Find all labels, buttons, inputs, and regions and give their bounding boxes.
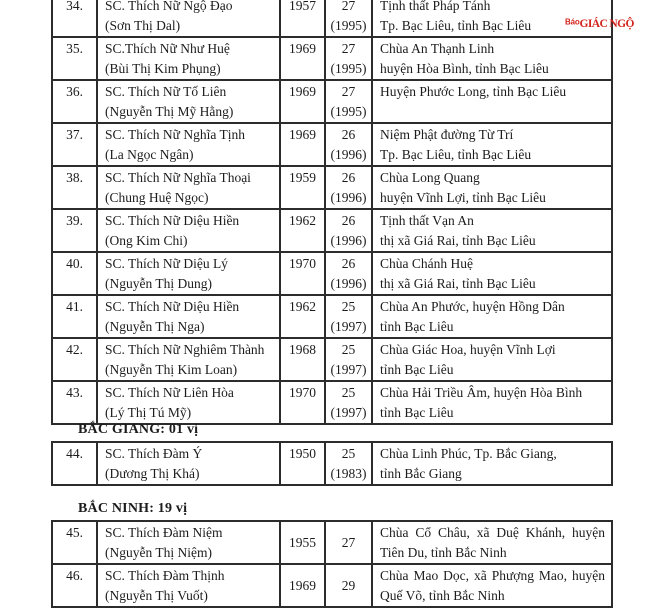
- address-cell: [372, 295, 612, 338]
- name-cell: [97, 166, 280, 209]
- address-line: Huyện Phước Long, tỉnh Bạc Liêu: [380, 84, 567, 99]
- seniority-year-line: (1995): [330, 61, 367, 76]
- seniority-cell: [325, 166, 372, 209]
- address-line: huyện Vĩnh Lợi, tỉnh Bạc Liêu: [380, 190, 546, 205]
- name-cell: [97, 295, 280, 338]
- birth-year-cell: 1955: [280, 521, 325, 564]
- nuns-roster-table: [51, 0, 613, 425]
- seniority-number-line: 26: [341, 213, 356, 228]
- name-cell: [97, 80, 280, 123]
- seniority-cell: [325, 209, 372, 252]
- seniority-cell: [325, 80, 372, 123]
- name-cell: [97, 123, 280, 166]
- seniority-cell: [325, 0, 372, 37]
- seniority-number-line: 26: [341, 127, 356, 142]
- address-cell: [372, 37, 612, 80]
- seniority-cell: 29: [325, 564, 372, 607]
- address-line: Tiên Du, tỉnh Bắc Ninh: [380, 545, 507, 560]
- row-number-cell: 40.: [52, 252, 97, 295]
- seniority-cell: [325, 338, 372, 381]
- address-line: Tp. Bạc Liêu, tỉnh Bạc Liêu: [380, 18, 532, 33]
- address-line: thị xã Giá Rai, tỉnh Bạc Liêu: [380, 233, 536, 248]
- address-cell: [372, 564, 612, 607]
- seniority-number-line: 26: [341, 170, 356, 185]
- birth-name-line: (Bùi Thị Kim Phụng): [105, 61, 221, 76]
- address-line: Chùa An Thạnh Linh: [380, 41, 495, 56]
- seniority-number-line: 25: [341, 299, 356, 314]
- address-line: Tịnh thất Pháp Tánh: [380, 0, 491, 13]
- address-line: Chùa Hải Triều Âm, huyện Hòa Bình: [380, 385, 583, 400]
- birth-name-line: (Sơn Thị Dal): [105, 18, 181, 33]
- seniority-cell: [325, 381, 372, 424]
- birth-year-cell: 1962: [280, 209, 325, 252]
- name-cell: [97, 209, 280, 252]
- table-row: [52, 0, 612, 37]
- birth-year-cell: 1969: [280, 564, 325, 607]
- birth-year-cell: 1969: [280, 123, 325, 166]
- row-number-cell: 43.: [52, 381, 97, 424]
- address-cell: [372, 123, 612, 166]
- name-cell: [97, 442, 280, 485]
- address-line: tỉnh Bắc Giang: [380, 466, 462, 481]
- province-section: [51, 500, 616, 608]
- seniority-cell: [325, 442, 372, 485]
- table-row: [52, 123, 612, 166]
- dharma-name-line: SC. Thích Đàm Thịnh: [105, 568, 225, 583]
- birth-name-line: (Nguyễn Thị Dung): [105, 276, 212, 291]
- seniority-number-line: 27: [341, 41, 356, 56]
- dharma-name-line: SC. Thích Nữ Diệu Hiền: [105, 213, 240, 228]
- row-number-cell: 44.: [52, 442, 97, 485]
- table-row: [52, 564, 612, 607]
- address-line: Chùa Mao Dọc, xã Phượng Mao, huyện: [380, 568, 605, 583]
- watermark-title: GIÁC NGỘ: [579, 18, 634, 30]
- address-line: tỉnh Bạc Liêu: [380, 362, 454, 377]
- table-row: [52, 80, 612, 123]
- seniority-cell: [325, 295, 372, 338]
- birth-year-cell: 1959: [280, 166, 325, 209]
- name-cell: [97, 564, 280, 607]
- row-number-cell: 42.: [52, 338, 97, 381]
- table-row: [52, 521, 612, 564]
- dharma-name-line: SC.Thích Nữ Như Huệ: [105, 41, 230, 56]
- row-number-cell: 36.: [52, 80, 97, 123]
- nuns-roster-table: [51, 520, 613, 608]
- birth-name-line: (Nguyễn Thị Niệm): [105, 545, 212, 560]
- address-line: huyện Hòa Bình, tỉnh Bạc Liêu: [380, 61, 549, 76]
- birth-year-cell: 1962: [280, 295, 325, 338]
- birth-year-cell: 1969: [280, 80, 325, 123]
- seniority-cell: 27: [325, 521, 372, 564]
- seniority-cell: [325, 123, 372, 166]
- birth-year-cell: 1957: [280, 0, 325, 37]
- seniority-cell: [325, 252, 372, 295]
- table-row: [52, 209, 612, 252]
- birth-name-line: (Nguyễn Thị Kim Loan): [105, 362, 238, 377]
- nuns-roster-table: [51, 441, 613, 486]
- province-section: [51, 421, 616, 486]
- dharma-name-line: SC. Thích Nữ Nghiêm Thành: [105, 342, 265, 357]
- dharma-name-line: SC. Thích Nữ Nghĩa Tịnh: [105, 127, 245, 142]
- table-row: [52, 37, 612, 80]
- table-row: [52, 442, 612, 485]
- row-number-cell: 45.: [52, 521, 97, 564]
- dharma-name-line: SC. Thích Đàm Niệm: [105, 525, 223, 540]
- seniority-year-line: (1996): [330, 190, 367, 205]
- row-number-cell: 38.: [52, 166, 97, 209]
- giac-ngo-watermark: [565, 14, 634, 32]
- birth-year-cell: 1950: [280, 442, 325, 485]
- address-cell: [372, 166, 612, 209]
- seniority-year-line: (1996): [330, 233, 367, 248]
- seniority-year-line: (1983): [330, 466, 367, 481]
- name-cell: [97, 521, 280, 564]
- dharma-name-line: SC. Thích Nữ Diệu Lý: [105, 256, 228, 271]
- address-cell: [372, 521, 612, 564]
- birth-year-cell: 1968: [280, 338, 325, 381]
- birth-year-cell: 1969: [280, 37, 325, 80]
- birth-name-line: (Nguyễn Thị Mỹ Hằng): [105, 104, 234, 119]
- watermark-prefix: Báo: [565, 17, 580, 27]
- seniority-year-line: (1995): [330, 104, 367, 119]
- name-cell: [97, 381, 280, 424]
- seniority-year-line: (1997): [330, 362, 367, 377]
- seniority-number-line: 26: [341, 256, 356, 271]
- address-line: Chùa An Phước, huyện Hồng Dân: [380, 299, 565, 314]
- seniority-year-line: (1996): [330, 147, 367, 162]
- province-section-header: BẮC GIANG: 01 vị: [78, 422, 199, 437]
- table-row: [52, 252, 612, 295]
- birth-name-line: (Nguyễn Thị Nga): [105, 319, 205, 334]
- address-line: Niệm Phật đường Từ Trí: [380, 127, 514, 142]
- seniority-number-line: 27: [341, 0, 356, 13]
- seniority-year-line: (1996): [330, 276, 367, 291]
- seniority-number-line: 27: [341, 84, 356, 99]
- dharma-name-line: SC. Thích Nữ Ngộ Đạo: [105, 0, 233, 13]
- row-number-cell: 37.: [52, 123, 97, 166]
- address-line: thị xã Giá Rai, tỉnh Bạc Liêu: [380, 276, 536, 291]
- table-row: [52, 338, 612, 381]
- row-number-cell: 35.: [52, 37, 97, 80]
- address-line: Tp. Bạc Liêu, tỉnh Bạc Liêu: [380, 147, 532, 162]
- province-section-header: BẮC NINH: 19 vị: [78, 501, 188, 516]
- table-row: [52, 166, 612, 209]
- seniority-number-line: 25: [341, 446, 356, 461]
- address-cell: [372, 209, 612, 252]
- address-line: Chùa Cổ Châu, xã Duệ Khánh, huyện: [380, 525, 605, 540]
- row-number-cell: 41.: [52, 295, 97, 338]
- seniority-year-line: (1997): [330, 319, 367, 334]
- seniority-number-line: 25: [341, 342, 356, 357]
- province-section: [51, 0, 616, 425]
- birth-name-line: (Dương Thị Khá): [105, 466, 200, 481]
- birth-year-cell: 1970: [280, 381, 325, 424]
- address-line: Chùa Giác Hoa, huyện Vĩnh Lợi: [380, 342, 556, 357]
- table-row: [52, 381, 612, 424]
- name-cell: [97, 338, 280, 381]
- address-line: Chùa Long Quang: [380, 170, 480, 185]
- address-line: Chùa Linh Phúc, Tp. Bắc Giang,: [380, 446, 557, 461]
- address-cell: [372, 252, 612, 295]
- birth-name-line: (Nguyễn Thị Vuốt): [105, 588, 208, 603]
- birth-name-line: (Chung Huệ Ngọc): [105, 190, 209, 205]
- seniority-cell: [325, 37, 372, 80]
- dharma-name-line: SC. Thích Nữ Tố Liên: [105, 84, 227, 99]
- birth-name-line: (Lý Thị Tú Mỹ): [105, 405, 192, 420]
- seniority-number-line: 25: [341, 385, 356, 400]
- address-cell: [372, 442, 612, 485]
- dharma-name-line: SC. Thích Nữ Liên Hòa: [105, 385, 234, 400]
- name-cell: [97, 252, 280, 295]
- seniority-year-line: (1997): [330, 405, 367, 420]
- address-line: Chùa Chánh Huệ: [380, 256, 473, 271]
- name-cell: [97, 37, 280, 80]
- birth-year-cell: 1970: [280, 252, 325, 295]
- row-number-cell: 34.: [52, 0, 97, 37]
- table-row: [52, 295, 612, 338]
- dharma-name-line: SC. Thích Nữ Diệu Hiền: [105, 299, 240, 314]
- address-cell: [372, 338, 612, 381]
- address-line: tỉnh Bạc Liêu: [380, 405, 454, 420]
- dharma-name-line: SC. Thích Đàm Ý: [105, 446, 203, 461]
- birth-name-line: (La Ngọc Ngân): [105, 147, 194, 162]
- address-line: Tịnh thất Vạn An: [380, 213, 474, 228]
- seniority-year-line: (1995): [330, 18, 367, 33]
- row-number-cell: 39.: [52, 209, 97, 252]
- dharma-name-line: SC. Thích Nữ Nghĩa Thoại: [105, 170, 251, 185]
- address-line: tỉnh Bạc Liêu: [380, 319, 454, 334]
- address-cell: [372, 381, 612, 424]
- address-line: Quế Võ, tỉnh Bắc Ninh: [380, 588, 505, 603]
- name-cell: [97, 0, 280, 37]
- row-number-cell: 46.: [52, 564, 97, 607]
- address-cell: [372, 80, 612, 123]
- birth-name-line: (Ong Kim Chi): [105, 233, 188, 248]
